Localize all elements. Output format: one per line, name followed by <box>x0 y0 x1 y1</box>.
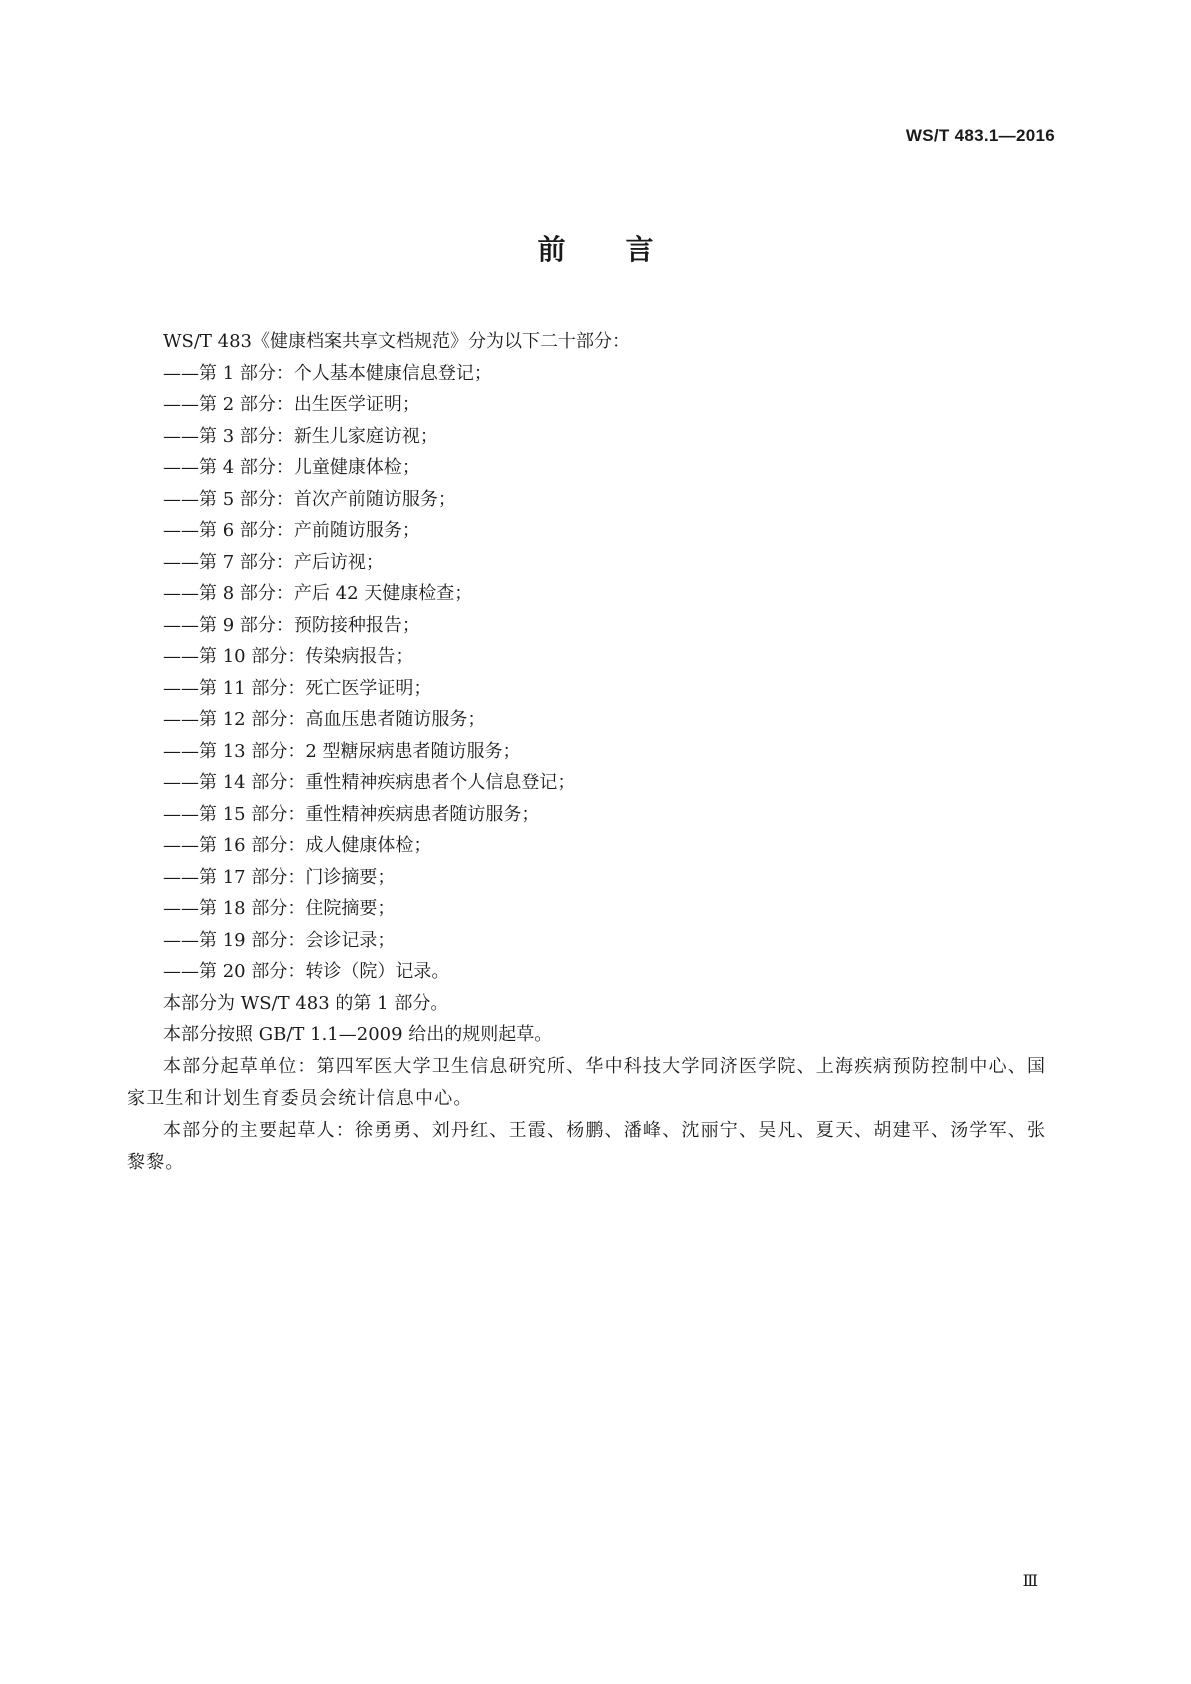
intro-paragraph: WS/T 483《健康档案共享文档规范》分为以下二十部分： <box>163 331 630 352</box>
parts-list <box>127 358 1057 988</box>
list-item: ——第 10 部分：传染病报告； <box>163 646 414 667</box>
list-item: ——第 19 部分：会诊记录； <box>163 929 396 951</box>
list-item: ——第 17 部分：门诊摘要； <box>163 866 396 888</box>
list-item: ——第 13 部分：2 型糖尿病患者随访服务； <box>163 740 521 762</box>
list-item: ——第 14 部分：重性精神疾病患者个人信息登记； <box>163 772 576 793</box>
list-item: ——第 5 部分：首次产前随访服务； <box>163 488 456 510</box>
list-item: ——第 2 部分：出生医学证明； <box>163 394 420 415</box>
list-item: ——第 1 部分：个人基本健康信息登记； <box>163 362 492 384</box>
foreword-body <box>127 326 1057 1179</box>
list-item: ——第 11 部分：死亡医学证明； <box>163 677 432 699</box>
drafting-units-paragraph: 本部分起草单位：第四军医大学卫生信息研究所、华中科技大学同济医学院、上海疾病预防控制中心、国家卫生和计划生育委员会统计信息中心。 <box>127 1055 1047 1109</box>
page-title: 前言 <box>537 233 714 266</box>
list-item: ——第 3 部分：新生儿家庭访视； <box>163 425 438 447</box>
part-of-paragraph: 本部分为 WS/T 483 的第 1 部分。 <box>163 992 449 1014</box>
list-item: ——第 4 部分：儿童健康体检； <box>163 457 420 478</box>
list-item: ——第 20 部分：转诊（院）记录。 <box>163 961 450 982</box>
list-item: ——第 8 部分：产后 42 天健康检查； <box>163 583 473 604</box>
list-item: ——第 7 部分：产后访视； <box>163 551 384 573</box>
page-number: Ⅲ <box>1022 1571 1038 1590</box>
list-item: ——第 9 部分：预防接种报告； <box>163 614 420 636</box>
list-item: ——第 18 部分：住院摘要； <box>163 898 396 919</box>
list-item: ——第 15 部分：重性精神疾病患者随访服务； <box>163 803 540 825</box>
list-item: ——第 6 部分：产前随访服务； <box>163 520 420 541</box>
drafters-paragraph: 本部分的主要起草人：徐勇勇、刘丹红、王霞、杨鹏、潘峰、沈丽宁、吴凡、夏天、胡建平、汤学军、张黎黎。 <box>127 1119 1047 1173</box>
list-item: ——第 16 部分：成人健康体检； <box>163 835 432 856</box>
drafting-rules-paragraph: 本部分按照 GB/T 1.1—2009 给出的规则起草。 <box>163 1024 553 1045</box>
list-item: ——第 12 部分：高血压患者随访服务； <box>163 709 486 730</box>
document-code: WS/T 483.1—2016 <box>905 126 1055 145</box>
